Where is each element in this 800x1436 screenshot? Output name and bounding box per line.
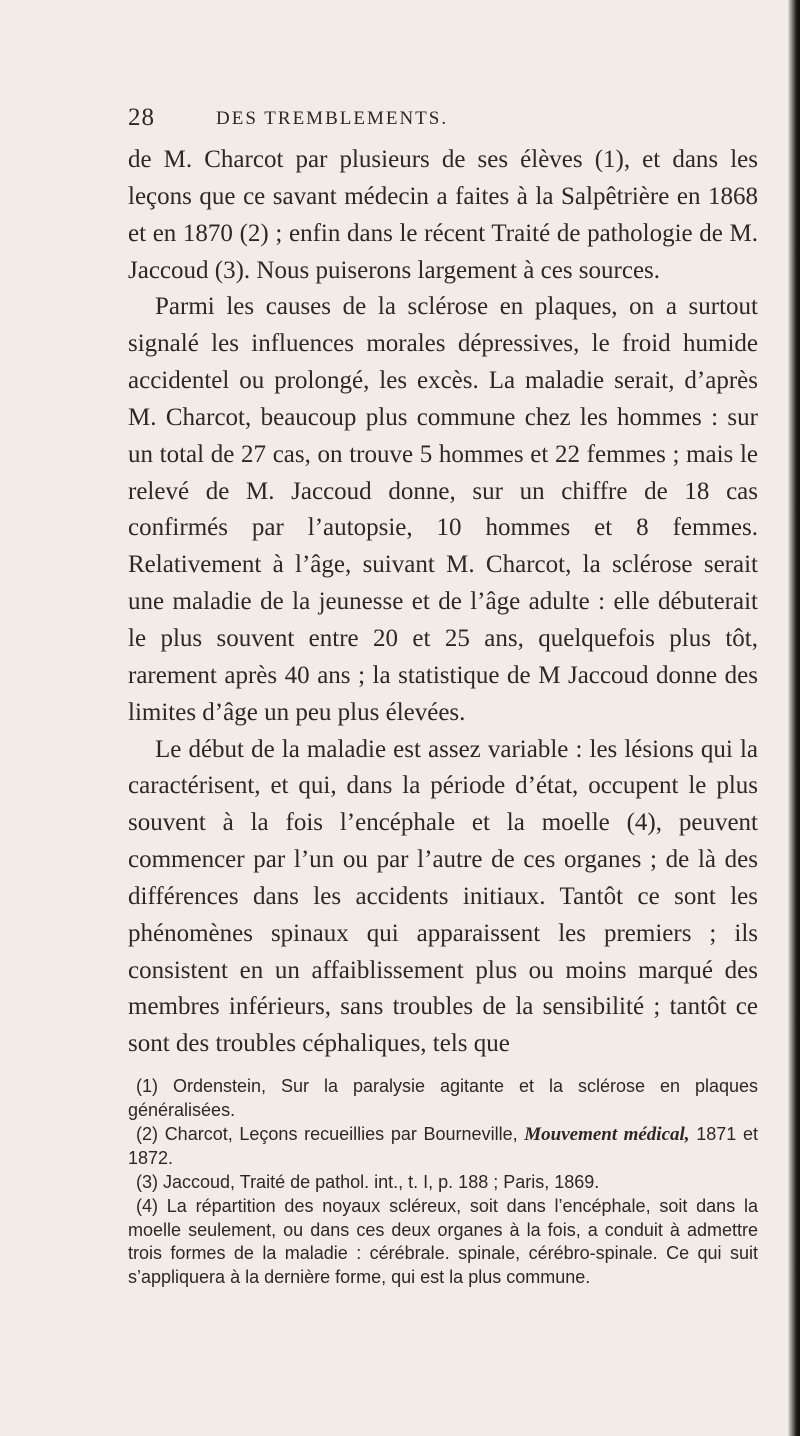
paragraph: Le début de la maladie est assez variable : les lésions qui la caractérisent, et qui, dans la période d’état, occupent le plus souvent à la fois l’encéphale et la moelle (4), peuvent commencer par l’un ou par l’autre de ces organes ; de là des différences dans les accidents initiaux. Tantôt ce sont les phénomènes spinaux qui apparaissent les premiers ; ils consistent en un affaiblissement plus ou moins marqué des membres inférieurs, sans troubles de la sensibilité ; tantôt ce sont des troubles céphaliques, tels que: [128, 735, 758, 1058]
running-head: DES TREMBLEMENTS.: [216, 108, 449, 129]
footnotes: [128, 1075, 758, 1290]
footnote-mark: (2): [136, 1123, 158, 1144]
body-text: [128, 142, 758, 1063]
footnote-mark: (1): [136, 1076, 158, 1097]
paragraph: Parmi les causes de la sclérose en plaques, on a surtout signalé les influences morales dépressives, le froid humide accidentel ou prolongé, les excès. La maladie serait, d’après M. Charcot, beaucoup plus commune chez les hommes : sur un total de 27 cas, on trouve 5 hommes et 22 femmes ; mais le relevé de M. Jaccoud donne, sur un chiffre de 18 cas confirmés par l’autopsie, 10 hommes et 8 femmes. Relativement à l’âge, suivant M. Charcot, la sclérose serait une maladie de la jeunesse et de l’âge adulte : elle débuterait le plus souvent entre 20 et 25 ans, quelquefois plus tôt, rarement après 40 ans ; la statistique de M Jaccoud donne des limites d’âge un peu plus élevées.: [128, 293, 758, 726]
page-number: 28: [128, 104, 155, 131]
paragraph: de M. Charcot par plusieurs de ses élèves (1), et dans les leçons que ce savant médecin a faites à la Salpêtrière en 1868 et en 1870 (2) ; enfin dans le récent Traité de pathologie de M. Jaccoud (3). Nous puiserons largement à ces sources.: [128, 146, 758, 284]
footnote: [128, 1123, 758, 1171]
footnote: [128, 1075, 758, 1123]
footnote-italic-title: Mouvement médical,: [524, 1123, 690, 1145]
page-header: [128, 104, 758, 136]
scan-edge: [788, 0, 800, 1436]
footnote-mark: (3): [136, 1171, 158, 1192]
footnote-text: Jaccoud, Traité de pathol. int., t. I, p. 188 ; Paris, 1869.: [163, 1171, 600, 1192]
footnote-text: 1871 et 1872.: [128, 1123, 758, 1168]
footnote-text: Ordenstein, Sur la paralysie agitante et la sclérose en plaques généralisées.: [128, 1076, 758, 1120]
footnote-mark: (4): [136, 1195, 158, 1216]
footnote: [128, 1195, 758, 1291]
footnote: [128, 1171, 758, 1195]
footnote-text: Charcot, Leçons recueillies par Bourneville,: [164, 1123, 518, 1144]
book-page: [128, 104, 758, 1290]
footnote-text: La répartition des noyaux scléreux, soit dans l’encéphale, soit dans la moelle seulement, ou dans ces deux organes à la fois, a conduit à admettre trois formes de la maladie : cérébrale. spinale, cérébro-spinale. Ce qui suit s’appliquera à la dernière forme, qui est la plus commune.: [128, 1195, 758, 1288]
